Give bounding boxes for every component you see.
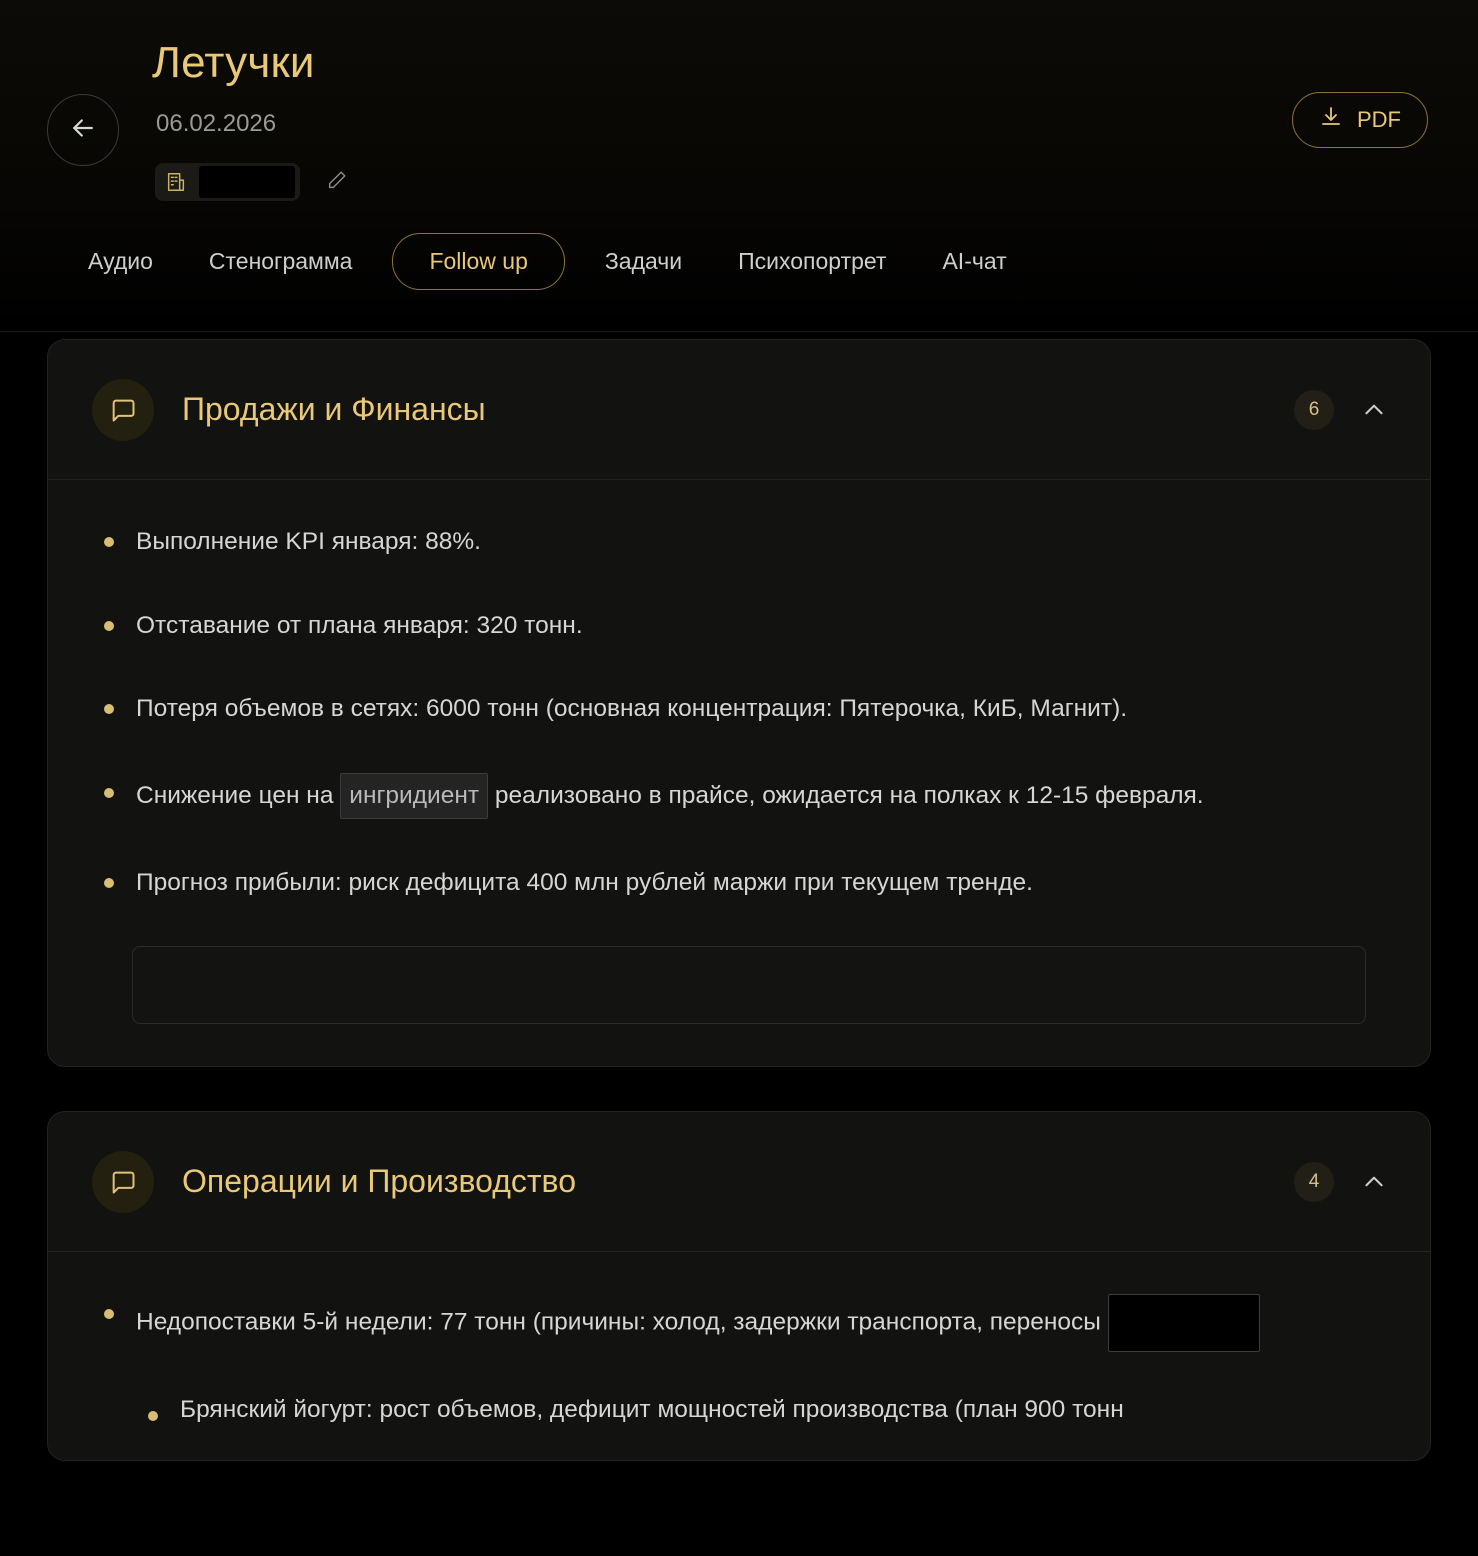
redacted-block[interactable]: [1108, 1294, 1260, 1352]
organization-name-redacted: [199, 166, 295, 198]
pencil-icon: [326, 169, 348, 196]
section-card-operations-production: [47, 1111, 1431, 1461]
follow-up-content[interactable]: [0, 333, 1478, 1556]
section-header-controls: [1294, 390, 1388, 430]
list-item-text: Брянский йогурт: рост объемов, дефицит мощностей производства (план 900 тонн: [180, 1396, 1124, 1424]
section-header[interactable]: [48, 1112, 1430, 1252]
section-body: [48, 1252, 1430, 1460]
list-item: [92, 863, 1386, 903]
section-note-box[interactable]: [132, 946, 1366, 1024]
page-header: [0, 0, 1478, 332]
list-item-text: Потеря объемов в сетях: 6000 тонн (основная концентрация: Пятерочка, КиБ, Магнит).: [136, 695, 1128, 723]
list-item-text-post: реализовано в прайсе, ожидается на полках к 12-15 февраля.: [488, 782, 1204, 810]
chat-bubble-icon: [92, 1151, 154, 1213]
list-item: [92, 1294, 1386, 1352]
list-item-truncated: [92, 1396, 1386, 1436]
list-item-text-pre: Снижение цен на: [136, 782, 341, 810]
list-item-text: Выполнение KPI января: 88%.: [136, 528, 481, 555]
download-icon: [1319, 105, 1343, 135]
bullet-list: [92, 522, 1386, 902]
redacted-term[interactable]: ингридиент: [340, 773, 488, 819]
list-item: [92, 522, 1386, 562]
export-pdf-label: PDF: [1357, 107, 1401, 132]
list-item-text-pre: Недопоставки 5-й недели: 77 тонн (причины: холод, задержки транспорта, переносы: [136, 1308, 1108, 1336]
section-card-sales-finance: [47, 339, 1431, 1067]
section-title: Продажи и Финансы: [182, 391, 486, 427]
tab-follow-up[interactable]: Follow up: [392, 233, 564, 290]
section-body: [48, 480, 1430, 1066]
tab-bar: [60, 232, 1035, 291]
edit-organization-button[interactable]: [320, 165, 354, 199]
list-item: [92, 689, 1386, 729]
organization-chip[interactable]: [155, 163, 300, 201]
back-button[interactable]: [47, 94, 119, 166]
chevron-up-icon[interactable]: [1360, 1168, 1388, 1196]
building-icon: [165, 171, 187, 193]
chat-bubble-icon: [92, 379, 154, 441]
arrow-left-icon: [68, 113, 98, 148]
tab-psycho-profile[interactable]: Психопортрет: [738, 248, 887, 274]
meeting-date: 06.02.2026: [156, 110, 277, 137]
list-item-text: Прогноз прибыли: риск дефицита 400 млн рублей маржи при текущем тренде.: [136, 868, 1033, 896]
section-title: Операции и Производство: [182, 1163, 576, 1200]
page-title: Летучки: [152, 38, 315, 87]
export-pdf-button[interactable]: [1292, 92, 1428, 148]
section-header-controls: [1294, 1162, 1388, 1202]
section-item-count: 6: [1294, 390, 1334, 430]
list-item-text: Отставание от плана января: 320 тонн.: [136, 611, 583, 639]
chevron-up-icon[interactable]: [1360, 396, 1388, 424]
section-header[interactable]: [48, 340, 1430, 480]
list-item: [92, 606, 1386, 646]
section-item-count: 4: [1294, 1162, 1334, 1202]
tab-ai-chat[interactable]: AI-чат: [942, 248, 1007, 274]
tab-transcript[interactable]: Стенограмма: [208, 248, 353, 274]
list-item: [92, 773, 1386, 819]
bullet-list: [92, 1294, 1386, 1352]
tab-audio[interactable]: Аудио: [88, 248, 153, 274]
tab-tasks[interactable]: Задачи: [604, 248, 683, 274]
